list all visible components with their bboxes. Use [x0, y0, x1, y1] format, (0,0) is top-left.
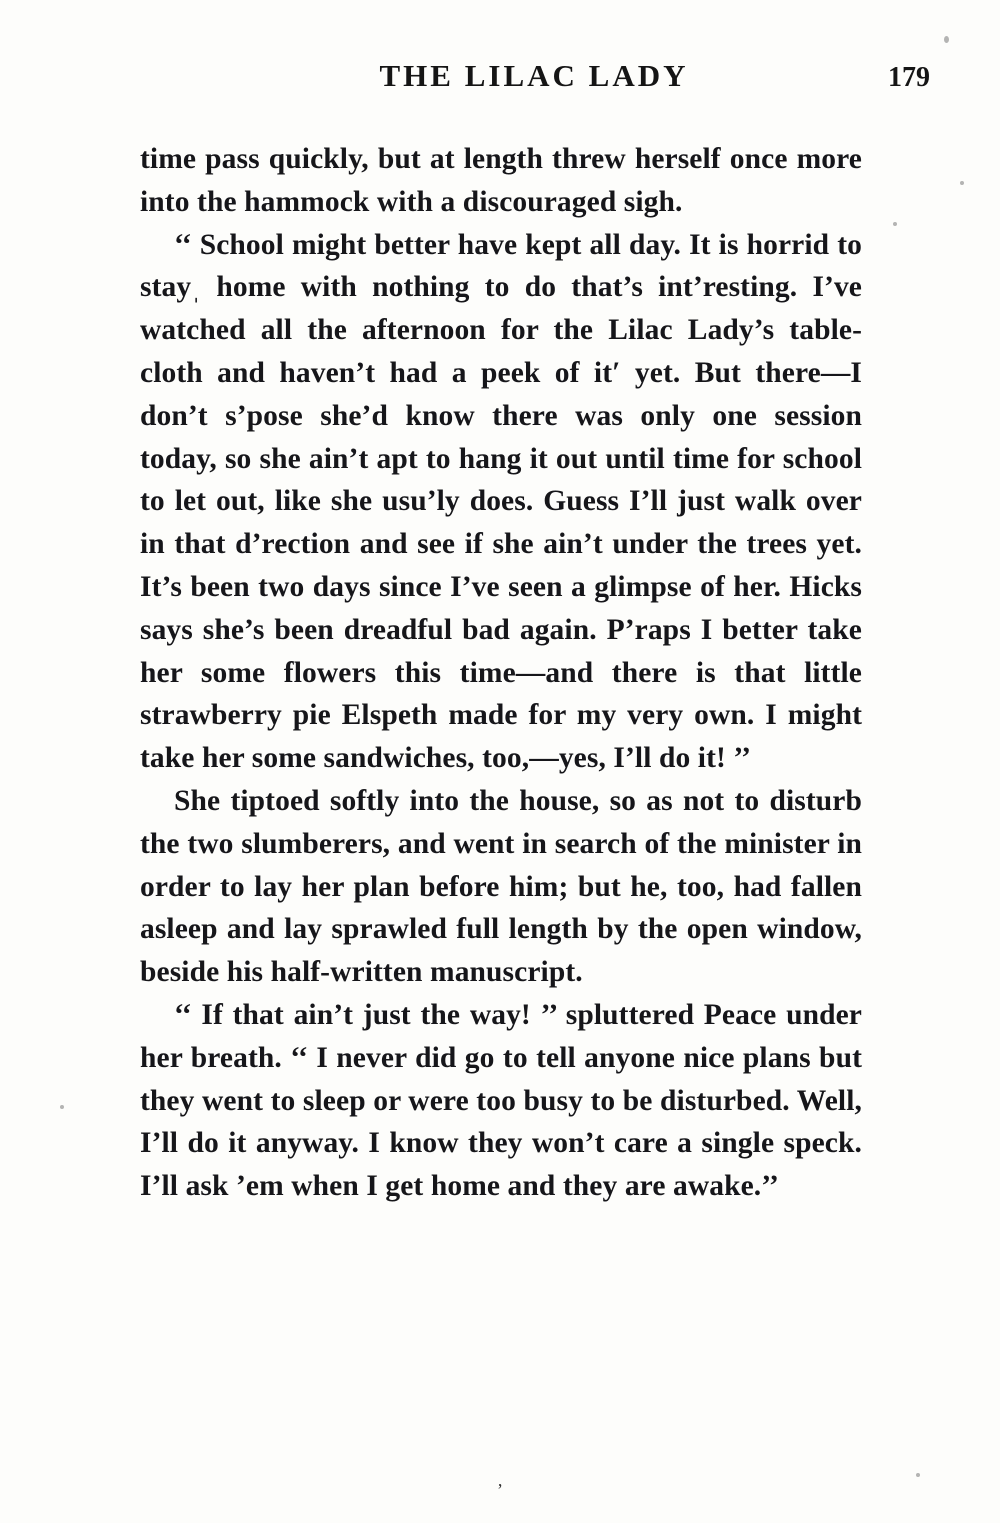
paragraph-4: ‘‘ If that ain’t just the way! ’’ spluttered Peace under her breath. ‘‘ I never did go to tell anyone nice plans but they went to sleep or were too busy to be disturbed. Well, I’ll do it anyway. I know they won’t care a single speck. I’ll ask ’em when I get home and they are awake.’’: [140, 998, 862, 1203]
page-speck: [916, 1473, 920, 1477]
running-title: THE LILAC LADY: [379, 58, 689, 93]
page-speck: [944, 36, 949, 43]
paragraph-1: time pass quickly, but at length threw herself once more into the hammock with a discouraged sigh.: [140, 143, 862, 218]
footer-mark: ’: [497, 1480, 503, 1500]
page-speck: [60, 1105, 64, 1109]
page-speck: [893, 222, 897, 226]
paragraph-3: She tiptoed softly into the house, so as not to disturb the two slumberers, and went in search of the minister in order to lay her plan before him; but he, too, had fallen asleep and lay sprawled full length by the open window, beside his half-written manuscript.: [140, 784, 862, 989]
page-header: [138, 58, 930, 94]
page-speck: [960, 181, 964, 185]
body-text: [140, 138, 862, 1208]
page-number: 179: [888, 62, 930, 93]
paragraph-2: ‘‘ School might better have kept all day. It is horrid to stayˌ home with nothing to do that’s int’resting. I’ve watched all the afternoon for the Lilac Lady’s table-cloth and haven’t had a peek of itʹ yet. But there—I don’t s’pose she’d know there was only one session today, so she ain’t apt to hang it out until time for school to let out, like she usu’ly does. Guess I’ll just walk over in that d’rection and see if she ain’t under the trees yet. It’s been two days since I’ve seen a glimpse of her. Hicks says she’s been dreadful bad again. P’raps I better take her some flowers this time—and there is that little strawberry pie Elspeth made for my very own. I might take her some sandwiches, too,—yes, I’ll do it! ’’: [140, 228, 862, 775]
